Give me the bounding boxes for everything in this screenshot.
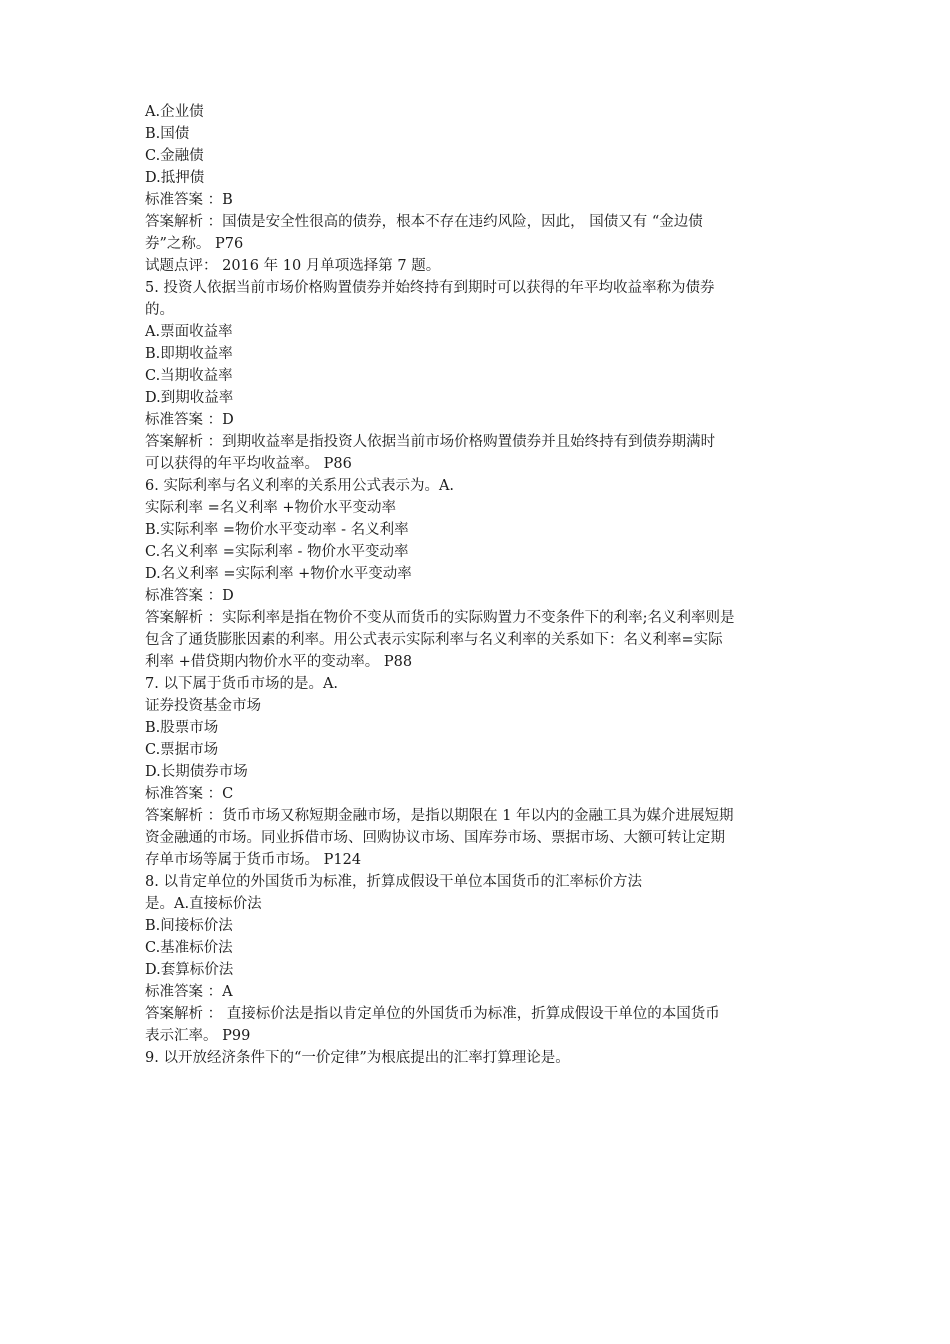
text-line: C.名义利率 =实际利率 - 物价水平变动率 (145, 544, 409, 560)
text-line: 存单市场等属于货币市场。 P124 (145, 852, 362, 868)
text-line: 答案解析 ： 直接标价法是指以肯定单位的外国货币为标准，折算成假设干单位的本国货币 (145, 1006, 720, 1022)
text-line: 资金融通的市场。同业拆借市场、回购协议市场、国库券市场、票据市场、大额可转让定期 (145, 830, 725, 846)
text-line: B.股票市场 (145, 720, 219, 736)
text-line: D.抵押债 (145, 170, 205, 186)
text-line: B.国债 (145, 126, 190, 142)
text-line: C.基准标价法 (145, 940, 233, 956)
document-page (145, 101, 825, 1069)
text-line: B.实际利率 =物价水平变动率 - 名义利率 (145, 522, 409, 538)
text-line: D.名义利率 =实际利率 +物价水平变动率 (145, 566, 412, 582)
text-line: 答案解析 ：国债是安全性很高的债券，根本不存在违约风险，因此， 国债又有 “金边债 (145, 214, 703, 230)
text-line: 6. 实际利率与名义利率的关系用公式表示为。A. (145, 478, 455, 494)
text-line: 答案解析 ：到期收益率是指投资人依据当前市场价格购置债券并且始终持有到债券期满时 (145, 434, 716, 450)
text-line: 实际利率 =名义利率 +物价水平变动率 (145, 500, 397, 516)
text-line: 表示汇率。 P99 (145, 1028, 251, 1044)
text-line: 是。A.直接标价法 (145, 896, 262, 912)
text-line: A.企业债 (145, 104, 204, 120)
text-line: 7. 以下属于货币市场的是。A. (145, 676, 339, 692)
text-line: B.间接标价法 (145, 918, 233, 934)
text-line: 券”之称。 P76 (145, 236, 244, 252)
text-line: C.金融债 (145, 148, 204, 164)
text-line: 标准答案 ：B (145, 192, 233, 208)
text-line: 标准答案 ：D (145, 412, 234, 428)
text-line: C.票据市场 (145, 742, 219, 758)
text-line: 利率 +借贷期内物价水平的变动率。 P88 (145, 654, 413, 670)
text-line: A.票面收益率 (145, 324, 233, 340)
text-line: 答案解析 ：货币市场又称短期金融市场，是指以期限在 1 年以内的金融工具为媒介进展短期 (145, 808, 734, 824)
text-line: 答案解析 ：实际利率是指在物价不变从而货币的实际购置力不变条件下的利率;名义利率则是 (145, 610, 735, 626)
text-line: 标准答案 ：A (145, 984, 233, 1000)
text-line: D.到期收益率 (145, 390, 234, 406)
text-line: 标准答案 ：D (145, 588, 234, 604)
text-line: B.即期收益率 (145, 346, 233, 362)
text-line: 5. 投资人依据当前市场价格购置债券并始终持有到期时可以获得的年平均收益率称为债券 (145, 280, 715, 296)
text-line: 标准答案 ：C (145, 786, 234, 802)
text-line: 的。 (145, 302, 174, 318)
text-line: 证券投资基金市场 (145, 698, 261, 714)
text-line: D.长期债券市场 (145, 764, 248, 780)
text-line: 试题点评： 2016 年 10 月单项选择第 7 题。 (145, 258, 441, 274)
text-line: D.套算标价法 (145, 962, 234, 978)
text-line: C.当期收益率 (145, 368, 233, 384)
text-line: 8. 以肯定单位的外国货币为标准，折算成假设干单位本国货币的汇率标价方法 (145, 874, 642, 890)
text-line: 包含了通货膨胀因素的利率。用公式表示实际利率与名义利率的关系如下：名义利率=实际 (145, 632, 723, 648)
text-line: 9. 以开放经济条件下的“一价定律”为根底提出的汇率打算理论是。 (145, 1050, 570, 1066)
text-line: 可以获得的年平均收益率。 P86 (145, 456, 352, 472)
